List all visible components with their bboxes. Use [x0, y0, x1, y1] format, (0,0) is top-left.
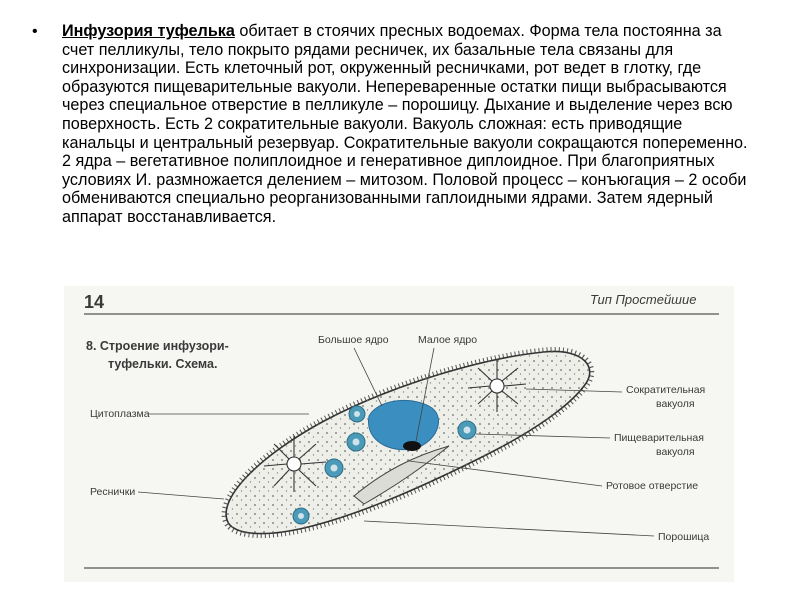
label-contractile-vacuole-2: вакуоля: [656, 398, 695, 410]
label-cytoplasm: Цитоплазма: [90, 408, 150, 420]
paragraph-body: обитает в стоячих пресных водоемах. Форма тела постоянна за счет пелликулы, тело покрыто рядами ресничек, их базальные тела связаны для синхронизации. Есть клеточный рот, окруженный ресничками, рот ведет в глотку, где образуются пищеварительные вакуоли. Непереваренные остатки пищи выбрасываются через специальное отверстие в пелликуле – порошицу. Дыхание и выделение через всю поверхность. Есть 2 сократительные вакуоли. Вакуоль сложная: есть приводящие канальцы и центральный резервуар. Сократительные вакуоли сокращаются попеременно. 2 ядра – вегетативное полиплоидное и генеративное диплоидное. При благоприятных условиях И. размножается делением – митозом. Половой процесс – конъюгация – 2 особи обмениваются специально реорганизованными гаплоидными ядрами. Затем ядерный аппарат восстанавливается.: [62, 22, 748, 226]
header-right: Тип Простейшие: [590, 292, 697, 307]
paramecium-diagram: [64, 286, 734, 582]
label-micronucleus: Малое ядро: [418, 334, 478, 346]
paramecium-figure: [64, 286, 734, 582]
page-number: 14: [84, 292, 105, 312]
leader-cilia: [138, 492, 224, 499]
label-anal-pore: Порошица: [658, 531, 710, 543]
label-digestive-vacuole-1: Пищеварительная: [614, 432, 704, 444]
label-oral-opening: Ротовое отверстие: [606, 480, 699, 492]
caption-line-1: 8. Строение инфузори-: [86, 339, 229, 353]
bullet-marker: •: [32, 23, 38, 40]
label-macronucleus: Большое ядро: [318, 334, 389, 346]
macronucleus: [368, 400, 438, 449]
term-heading: Инфузория туфелька: [62, 22, 235, 40]
slide-text: [32, 22, 762, 227]
label-contractile-vacuole-1: Сократительная: [626, 384, 706, 396]
label-cilia: Реснички: [90, 486, 136, 498]
leader-macronucleus: [354, 348, 382, 406]
paragraph: [62, 22, 752, 227]
micronucleus: [403, 441, 421, 451]
bullet-item: [32, 22, 762, 227]
label-digestive-vacuole-2: вакуоля: [656, 446, 695, 458]
caption-line-2: туфельки. Схема.: [108, 357, 218, 371]
leader-anal-pore: [364, 521, 654, 536]
